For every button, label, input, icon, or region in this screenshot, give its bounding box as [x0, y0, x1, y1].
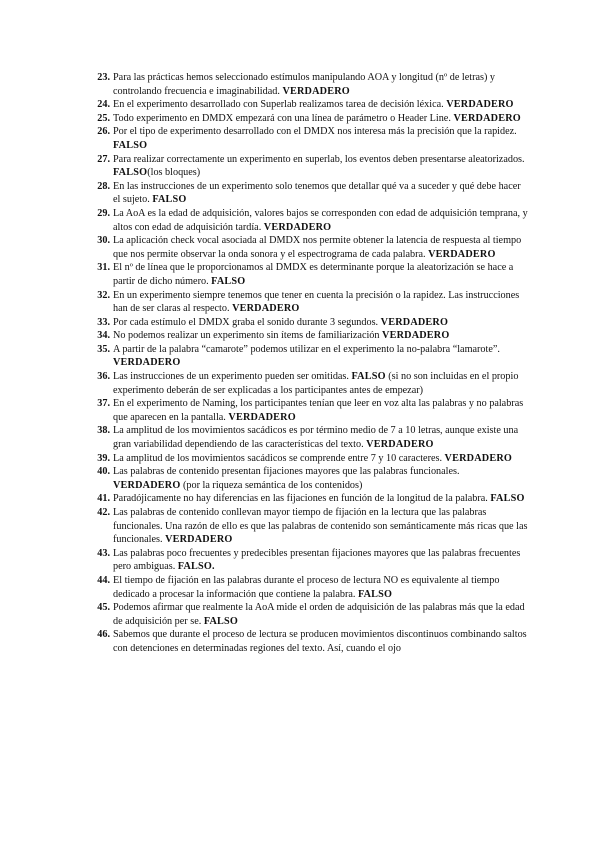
statement: Para las prácticas hemos seleccionado estímulos manipulando AOA y longitud (nº de letras) y controlando frecuencia e imaginabilidad.	[113, 72, 495, 97]
item-text	[113, 424, 528, 451]
statement: Todo experimento en DMDX empezará con una línea de parámetro o Header Line.	[113, 112, 454, 124]
list-item	[88, 316, 528, 330]
item-text	[113, 153, 528, 180]
item-text	[113, 125, 528, 152]
statement: Por cada estímulo el DMDX graba el sonido durante 3 segundos.	[113, 316, 381, 328]
answer-label: VERDADERO	[453, 112, 521, 124]
item-text	[113, 370, 528, 397]
statement: En un experimento siempre tenemos que tener en cuenta la precisión o la rapidez. Las instrucciones han de ser claras al respecto.	[113, 289, 520, 315]
statement: El nº de línea que le proporcionamos al DMDX es determinante porque la aleatorización se hace a partir de dicho número.	[113, 262, 514, 287]
list-item	[88, 574, 528, 601]
item-text	[113, 98, 528, 112]
answer-label: FALSO	[113, 167, 148, 179]
item-number: 27.	[97, 153, 110, 165]
item-text	[113, 574, 528, 601]
answer-label: FALSO	[152, 194, 187, 206]
statement: Por el tipo de experimento desarrollado con el DMDX nos interesa más la precisión que la rapidez.	[113, 126, 517, 138]
list-item	[88, 289, 528, 316]
item-number: 29.	[97, 207, 110, 219]
answer-label: VERDADERO	[444, 452, 513, 464]
item-text	[113, 452, 528, 466]
item-text	[113, 397, 528, 424]
statement: Las palabras de contenido presentan fijaciones mayores que las palabras funcionales.	[113, 466, 460, 478]
item-number: 32.	[97, 289, 110, 301]
item-number: 25.	[97, 112, 110, 124]
list-item	[88, 153, 528, 180]
item-text	[113, 207, 528, 234]
statement: En el experimento desarrollado con Superlab realizamos tarea de decisión léxica.	[113, 99, 447, 111]
list-item	[88, 465, 528, 492]
item-number: 46.	[97, 629, 110, 641]
list-item	[88, 329, 528, 343]
list-item	[88, 125, 528, 152]
list-item	[88, 261, 528, 288]
answer-label: FALSO	[211, 275, 246, 287]
statement: Para realizar correctamente un experimento en superlab, los eventos deben presentarse aleatorizados.	[113, 153, 525, 165]
item-number: 42.	[97, 507, 110, 518]
item-text	[113, 547, 528, 574]
item-number: 38.	[97, 425, 110, 437]
statement: No podemos realizar un experimento sin ítems de familiarización	[113, 330, 383, 342]
answer-label: VERDADERO	[380, 316, 449, 328]
item-number: 30.	[97, 235, 110, 247]
item-text	[113, 329, 528, 343]
answer-label: FALSO	[490, 493, 525, 505]
statement: Las palabras poco frecuentes y predecibles presentan fijaciones mayores que las palabras frecuentes pero ambiguas.	[113, 547, 521, 573]
list-item	[88, 601, 528, 628]
item-text	[113, 180, 528, 207]
answer-label: VERDADERO	[428, 248, 496, 260]
answer-label: FALSO.	[177, 561, 215, 573]
answer-label: VERDADERO	[113, 479, 181, 491]
answer-note: (por la riqueza semántica de los contenidos)	[180, 479, 363, 491]
item-text	[113, 492, 528, 506]
list-item	[88, 207, 528, 234]
statement: En el experimento de Naming, los participantes tenían que leer en voz alta las palabras y no palabras que aparecen en la pantalla.	[113, 398, 524, 423]
list-item	[88, 424, 528, 451]
answer-note: (si no son incluidas en el propio experimento deberán de ser explicadas a los participantes antes de empezar)	[113, 371, 519, 396]
answer-label: VERDADERO	[228, 411, 296, 423]
item-text	[113, 289, 528, 316]
answer-label: VERDADERO	[165, 534, 233, 546]
answer-label: VERDADERO	[282, 85, 350, 97]
answer-label: VERDADERO	[366, 439, 434, 451]
item-text	[113, 601, 528, 628]
statement: La AoA es la edad de adquisición, valores bajos se corresponden con edad de adquisición temprana, y altos con edad de adquisición tardía.	[113, 207, 528, 233]
item-number: 35.	[97, 343, 110, 355]
question-list	[88, 71, 528, 656]
item-number: 28.	[97, 180, 110, 192]
statement: Paradójicamente no hay diferencias en las fijaciones en función de la longitud de la palabra.	[113, 493, 491, 505]
item-number: 33.	[97, 316, 110, 328]
list-item	[88, 98, 528, 112]
item-text	[113, 628, 528, 655]
item-text	[113, 506, 528, 547]
statement: La amplitud de los movimientos sacádicos es por término medio de 7 a 10 letras, aunque existe una gran variabilidad dependiendo de las características del texto.	[113, 425, 519, 451]
list-item	[88, 71, 528, 98]
list-item	[88, 180, 528, 207]
answer-label: FALSO	[203, 615, 239, 627]
statement: A partir de la palabra “camarote” podemos utilizar en el experimento la no-palabra “lamarote”.	[113, 343, 500, 355]
list-item	[88, 370, 528, 397]
item-text	[113, 234, 528, 261]
item-text	[113, 71, 528, 98]
item-text	[113, 343, 528, 370]
statement: El tiempo de fijación en las palabras durante el proceso de lectura NO es equivalente al tiempo dedicado a procesar la información que contiene la palabra.	[113, 574, 500, 600]
list-item	[88, 506, 528, 547]
answer-label: FALSO	[357, 588, 393, 600]
list-item	[88, 492, 528, 506]
answer-label: FALSO	[113, 139, 148, 151]
statement: La amplitud de los movimientos sacádicos se comprende entre 7 y 10 caracteres.	[113, 452, 445, 464]
item-number: 23.	[97, 72, 110, 83]
item-number: 44.	[97, 574, 110, 586]
item-number: 31.	[97, 262, 110, 274]
item-text	[113, 261, 528, 288]
item-number: 41.	[97, 493, 110, 505]
item-number: 39.	[97, 452, 110, 464]
statement: Sabemos que durante el proceso de lectura se producen movimientos discontinuos combinando saltos con detenciones en determinadas regiones del texto. Así, cuando el ojo	[113, 629, 527, 654]
item-text	[113, 112, 528, 126]
statement: Podemos afirmar que realmente la AoA mide el orden de adquisición de las palabras más que la edad de adquisición per se.	[113, 602, 525, 627]
answer-label: VERDADERO	[113, 357, 181, 369]
list-item	[88, 234, 528, 261]
statement: La aplicación check vocal asociada al DMDX nos permite obtener la latencia de respuesta al tiempo que nos permite observar la onda sonora y el espectrograma de cada palabra.	[113, 235, 522, 260]
answer-label: FALSO	[351, 371, 386, 383]
item-number: 45.	[97, 602, 110, 614]
item-number: 26.	[97, 126, 110, 138]
answer-note: (los bloques)	[147, 167, 201, 179]
item-text	[113, 316, 528, 330]
answer-label: VERDADERO	[382, 330, 450, 342]
list-item	[88, 452, 528, 466]
list-item	[88, 547, 528, 574]
item-text	[113, 465, 528, 492]
answer-label: VERDADERO	[263, 221, 332, 233]
answer-label: VERDADERO	[232, 303, 300, 315]
statement: Las palabras de contenido conllevan mayor tiempo de fijación en la lectura que las palabras funcionales. Una razón de ello es que las palabras de contenido son semánticamente más ricas que las funcionales.	[113, 507, 528, 546]
item-number: 24.	[97, 99, 110, 111]
list-item	[88, 112, 528, 126]
statement: Las instrucciones de un experimento pueden ser omitidas.	[113, 371, 352, 383]
item-number: 40.	[97, 466, 110, 478]
item-number: 36.	[97, 371, 110, 383]
list-item	[88, 343, 528, 370]
list-item	[88, 397, 528, 424]
item-number: 43.	[97, 547, 110, 559]
list-item	[88, 628, 528, 655]
item-number: 34.	[97, 330, 110, 342]
answer-label: VERDADERO	[446, 99, 514, 111]
statement: En las instrucciones de un experimento solo tenemos que detallar qué va a suceder y qué debe hacer el sujeto.	[113, 180, 521, 206]
item-number: 37.	[97, 398, 110, 410]
